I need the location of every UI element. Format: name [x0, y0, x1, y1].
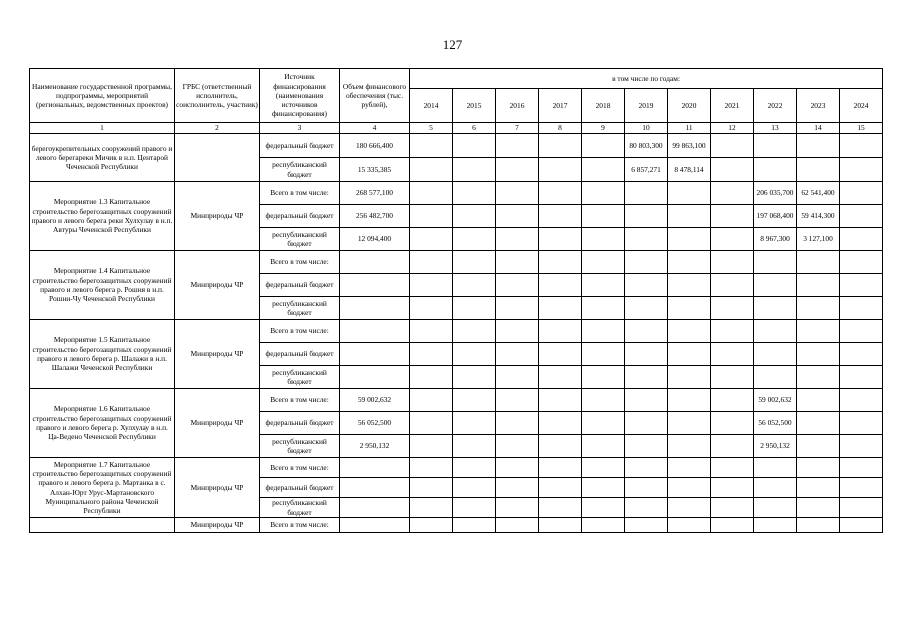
year-value-2019: 80 803,300	[625, 134, 668, 158]
column-number: 11	[668, 123, 711, 134]
year-value-2014	[410, 205, 453, 228]
year-value-2022	[754, 478, 797, 498]
year-value-2017	[539, 498, 582, 518]
year-value-2024	[840, 251, 883, 274]
year-value-2020	[668, 274, 711, 297]
activity-name: Мероприятие 1.4 Капитальное строительство берегозащитных сооружений правого и левого берега р. Рошня в н.п. Рошни-Чу Чеченской Республики	[30, 251, 175, 320]
year-value-2022: 206 035,700	[754, 182, 797, 205]
table-row	[30, 458, 883, 478]
year-value-2021	[711, 518, 754, 533]
table-row	[30, 251, 883, 274]
column-number: 10	[625, 123, 668, 134]
year-value-2015	[453, 158, 496, 182]
column-number: 13	[754, 123, 797, 134]
year-value-2019	[625, 182, 668, 205]
year-value-2024	[840, 274, 883, 297]
year-value-2014	[410, 458, 453, 478]
year-value-2024	[840, 435, 883, 458]
year-value-2016	[496, 205, 539, 228]
grbs-cell: Минприроды ЧР	[175, 251, 260, 320]
year-value-2017	[539, 274, 582, 297]
year-value-2024	[840, 158, 883, 182]
year-value-2017	[539, 412, 582, 435]
year-value-2017	[539, 297, 582, 320]
year-value-2014	[410, 343, 453, 366]
year-value-2015	[453, 412, 496, 435]
header-years-caption: в том числе по годам:	[410, 69, 883, 89]
year-value-2024	[840, 389, 883, 412]
funding-source: Всего в том числе:	[260, 320, 340, 343]
funding-volume	[340, 274, 410, 297]
year-header-2023: 2023	[797, 89, 840, 123]
year-value-2018	[582, 134, 625, 158]
table-row	[30, 518, 883, 533]
activity-name: Мероприятие 1.6 Капитальное строительство берегозащитных сооружений правого и левого берега р. Хулхулау в н.п. Ца-Ведено Чеченской Республики	[30, 389, 175, 458]
year-value-2022	[754, 518, 797, 533]
year-value-2014	[410, 251, 453, 274]
year-value-2015	[453, 498, 496, 518]
year-value-2018	[582, 205, 625, 228]
year-header-2020: 2020	[668, 89, 711, 123]
year-value-2018	[582, 389, 625, 412]
year-value-2015	[453, 343, 496, 366]
year-header-2017: 2017	[539, 89, 582, 123]
year-value-2018	[582, 297, 625, 320]
year-value-2019	[625, 412, 668, 435]
funding-volume: 256 482,700	[340, 205, 410, 228]
year-header-2015: 2015	[453, 89, 496, 123]
funding-source: федеральный бюджет	[260, 205, 340, 228]
year-value-2015	[453, 205, 496, 228]
year-value-2019	[625, 205, 668, 228]
year-value-2015	[453, 251, 496, 274]
year-value-2016	[496, 251, 539, 274]
column-number-row	[30, 123, 883, 134]
year-value-2016	[496, 343, 539, 366]
year-value-2019	[625, 366, 668, 389]
year-value-2022	[754, 274, 797, 297]
funding-source: федеральный бюджет	[260, 412, 340, 435]
year-value-2019	[625, 251, 668, 274]
year-value-2022	[754, 158, 797, 182]
year-value-2021	[711, 228, 754, 251]
year-value-2018	[582, 320, 625, 343]
funding-volume	[340, 518, 410, 533]
funding-source: Всего в том числе:	[260, 389, 340, 412]
year-value-2014	[410, 274, 453, 297]
header-source: Источник финансирования (наименования источников финансирования)	[260, 69, 340, 123]
year-value-2023: 3 127,100	[797, 228, 840, 251]
year-value-2023	[797, 343, 840, 366]
activity-name: берегоукрепительных сооружений правого и левого берегареки Мичик в н.п. Центарой Чеченской Республики	[30, 134, 175, 182]
year-value-2014	[410, 518, 453, 533]
year-value-2019	[625, 478, 668, 498]
grbs-cell: Минприроды ЧР	[175, 389, 260, 458]
activity-name: Мероприятие 1.7 Капитальное строительство берегозащитных сооружений правого и левого берега р. Мартанка в с. Алхан-Юрт Урус-Мартановского Муниципального района Чеченской Республики	[30, 458, 175, 518]
year-value-2020	[668, 498, 711, 518]
funding-source: республиканский бюджет	[260, 366, 340, 389]
year-value-2023	[797, 251, 840, 274]
column-number: 14	[797, 123, 840, 134]
column-number: 12	[711, 123, 754, 134]
year-value-2021	[711, 343, 754, 366]
year-value-2019	[625, 343, 668, 366]
year-value-2023	[797, 274, 840, 297]
year-value-2017	[539, 458, 582, 478]
year-value-2015	[453, 478, 496, 498]
year-value-2023	[797, 389, 840, 412]
year-value-2019	[625, 435, 668, 458]
year-value-2022	[754, 498, 797, 518]
year-value-2015	[453, 297, 496, 320]
year-value-2016	[496, 498, 539, 518]
year-value-2020	[668, 435, 711, 458]
funding-source: федеральный бюджет	[260, 274, 340, 297]
grbs-cell: Минприроды ЧР	[175, 458, 260, 518]
funding-source: республиканский бюджет	[260, 297, 340, 320]
funding-source: Всего в том числе:	[260, 182, 340, 205]
year-value-2015	[453, 435, 496, 458]
year-value-2024	[840, 343, 883, 366]
year-value-2023: 59 414,300	[797, 205, 840, 228]
year-value-2016	[496, 274, 539, 297]
year-value-2016	[496, 458, 539, 478]
year-value-2014	[410, 412, 453, 435]
table-row	[30, 134, 883, 158]
year-value-2014	[410, 158, 453, 182]
year-value-2021	[711, 134, 754, 158]
year-value-2022	[754, 366, 797, 389]
table-row	[30, 389, 883, 412]
year-value-2023	[797, 498, 840, 518]
year-value-2020	[668, 343, 711, 366]
year-value-2024	[840, 205, 883, 228]
year-value-2023	[797, 158, 840, 182]
year-value-2020	[668, 478, 711, 498]
funding-volume: 12 094,400	[340, 228, 410, 251]
year-value-2020	[668, 251, 711, 274]
year-value-2024	[840, 498, 883, 518]
funding-source: республиканский бюджет	[260, 228, 340, 251]
year-value-2017	[539, 435, 582, 458]
year-value-2020	[668, 458, 711, 478]
grbs-cell: Минприроды ЧР	[175, 320, 260, 389]
year-value-2017	[539, 389, 582, 412]
column-number: 9	[582, 123, 625, 134]
year-value-2019	[625, 320, 668, 343]
year-value-2016	[496, 412, 539, 435]
column-number: 2	[175, 123, 260, 134]
year-value-2017	[539, 478, 582, 498]
year-value-2019	[625, 228, 668, 251]
year-value-2022	[754, 134, 797, 158]
year-value-2022	[754, 458, 797, 478]
year-value-2015	[453, 320, 496, 343]
column-number: 3	[260, 123, 340, 134]
year-value-2023	[797, 435, 840, 458]
year-value-2014	[410, 297, 453, 320]
year-value-2018	[582, 435, 625, 458]
header-name: Наименование государственной программы, подпрограммы, мероприятий (региональных, ведомственных проектов)	[30, 69, 175, 123]
year-header-2018: 2018	[582, 89, 625, 123]
year-value-2024	[840, 518, 883, 533]
year-value-2020	[668, 412, 711, 435]
year-value-2016	[496, 320, 539, 343]
year-value-2023	[797, 478, 840, 498]
year-value-2024	[840, 366, 883, 389]
year-value-2020	[668, 297, 711, 320]
grbs-cell	[175, 134, 260, 182]
year-value-2021	[711, 297, 754, 320]
year-value-2015	[453, 274, 496, 297]
year-value-2023	[797, 134, 840, 158]
year-value-2014	[410, 435, 453, 458]
year-value-2015	[453, 389, 496, 412]
year-value-2022: 59 002,632	[754, 389, 797, 412]
column-number: 8	[539, 123, 582, 134]
year-value-2016	[496, 134, 539, 158]
year-value-2020	[668, 366, 711, 389]
year-value-2016	[496, 297, 539, 320]
year-value-2016	[496, 366, 539, 389]
year-value-2016	[496, 435, 539, 458]
year-value-2014	[410, 389, 453, 412]
table-header	[30, 69, 883, 134]
year-value-2020	[668, 205, 711, 228]
funding-volume	[340, 251, 410, 274]
year-value-2016	[496, 182, 539, 205]
year-value-2017	[539, 343, 582, 366]
year-header-2019: 2019	[625, 89, 668, 123]
year-value-2014	[410, 366, 453, 389]
funding-source: республиканский бюджет	[260, 158, 340, 182]
year-value-2015	[453, 228, 496, 251]
year-value-2016	[496, 228, 539, 251]
year-value-2022	[754, 320, 797, 343]
year-value-2023	[797, 297, 840, 320]
year-value-2018	[582, 478, 625, 498]
year-value-2018	[582, 182, 625, 205]
year-value-2014	[410, 498, 453, 518]
column-number: 5	[410, 123, 453, 134]
year-value-2014	[410, 478, 453, 498]
column-number: 6	[453, 123, 496, 134]
funding-volume: 180 666,400	[340, 134, 410, 158]
year-value-2017	[539, 251, 582, 274]
year-value-2022	[754, 251, 797, 274]
year-value-2020	[668, 518, 711, 533]
year-value-2021	[711, 251, 754, 274]
year-value-2020: 99 863,100	[668, 134, 711, 158]
year-value-2018	[582, 274, 625, 297]
year-value-2023: 62 541,400	[797, 182, 840, 205]
year-value-2024	[840, 412, 883, 435]
year-value-2021	[711, 435, 754, 458]
year-value-2021	[711, 498, 754, 518]
funding-volume	[340, 458, 410, 478]
year-value-2018	[582, 158, 625, 182]
year-value-2017	[539, 320, 582, 343]
year-value-2017	[539, 366, 582, 389]
funding-volume	[340, 498, 410, 518]
year-value-2014	[410, 320, 453, 343]
year-value-2016	[496, 518, 539, 533]
year-value-2024	[840, 478, 883, 498]
year-value-2018	[582, 412, 625, 435]
year-value-2020	[668, 389, 711, 412]
year-value-2015	[453, 134, 496, 158]
column-number: 1	[30, 123, 175, 134]
table-row	[30, 182, 883, 205]
year-value-2020	[668, 228, 711, 251]
year-value-2022: 56 052,500	[754, 412, 797, 435]
column-number: 7	[496, 123, 539, 134]
funding-source: Всего в том числе:	[260, 251, 340, 274]
grbs-cell: Минприроды ЧР	[175, 182, 260, 251]
year-value-2024	[840, 458, 883, 478]
header-grbs: ГРБС (ответственный исполнитель, соисполнитель, участник)	[175, 69, 260, 123]
year-value-2019	[625, 498, 668, 518]
funding-source: Всего в том числе:	[260, 458, 340, 478]
year-value-2021	[711, 205, 754, 228]
year-value-2024	[840, 297, 883, 320]
year-value-2019	[625, 274, 668, 297]
year-value-2020	[668, 182, 711, 205]
year-value-2021	[711, 320, 754, 343]
funding-volume	[340, 478, 410, 498]
year-value-2017	[539, 182, 582, 205]
page-number: 127	[442, 37, 463, 52]
funding-volume	[340, 320, 410, 343]
year-value-2016	[496, 158, 539, 182]
year-value-2015	[453, 518, 496, 533]
year-header-2014: 2014	[410, 89, 453, 123]
year-value-2019	[625, 518, 668, 533]
year-value-2021	[711, 158, 754, 182]
activity-name: Мероприятие 1.3 Капитальное строительство берегозащитных сооружений правого и левого берега реки Хулхулау в н.п. Автуры Чеченской Республики	[30, 182, 175, 251]
year-value-2019	[625, 389, 668, 412]
year-value-2014	[410, 182, 453, 205]
year-value-2022	[754, 297, 797, 320]
year-value-2017	[539, 158, 582, 182]
table-row	[30, 320, 883, 343]
year-value-2015	[453, 366, 496, 389]
year-value-2023	[797, 320, 840, 343]
year-value-2015	[453, 458, 496, 478]
activity-name: Мероприятие 1.5 Капитальное строительство берегозащитных сооружений правого и левого берега р. Шалажи в н.п. Шалажи Чеченской Республики	[30, 320, 175, 389]
year-value-2021	[711, 389, 754, 412]
grbs-cell: Минприроды ЧР	[175, 518, 260, 533]
table-body	[30, 134, 883, 533]
funding-volume: 2 950,132	[340, 435, 410, 458]
year-value-2019	[625, 458, 668, 478]
funding-volume: 15 335,385	[340, 158, 410, 182]
year-value-2018	[582, 366, 625, 389]
funding-source: республиканский бюджет	[260, 498, 340, 518]
year-value-2023	[797, 366, 840, 389]
year-value-2021	[711, 366, 754, 389]
year-value-2021	[711, 458, 754, 478]
year-header-2022: 2022	[754, 89, 797, 123]
year-value-2019	[625, 297, 668, 320]
year-value-2022	[754, 343, 797, 366]
year-value-2021	[711, 274, 754, 297]
activity-name	[30, 518, 175, 533]
year-value-2021	[711, 478, 754, 498]
year-value-2015	[453, 182, 496, 205]
year-header-2024: 2024	[840, 89, 883, 123]
header-volume: Объем финансового обеспечения (тыс. рублей),	[340, 69, 410, 123]
year-value-2016	[496, 478, 539, 498]
funding-volume	[340, 343, 410, 366]
funding-source: федеральный бюджет	[260, 478, 340, 498]
year-value-2017	[539, 228, 582, 251]
year-value-2018	[582, 228, 625, 251]
funding-source: республиканский бюджет	[260, 435, 340, 458]
year-value-2022: 8 967,300	[754, 228, 797, 251]
year-header-2016: 2016	[496, 89, 539, 123]
year-value-2018	[582, 518, 625, 533]
financing-table	[29, 68, 883, 533]
funding-source: Всего в том числе:	[260, 518, 340, 533]
year-value-2024	[840, 228, 883, 251]
year-value-2019: 6 857,271	[625, 158, 668, 182]
funding-volume: 56 052,500	[340, 412, 410, 435]
year-value-2017	[539, 134, 582, 158]
funding-source: федеральный бюджет	[260, 343, 340, 366]
year-header-2021: 2021	[711, 89, 754, 123]
year-value-2018	[582, 498, 625, 518]
funding-volume: 59 002,632	[340, 389, 410, 412]
year-value-2016	[496, 389, 539, 412]
year-value-2018	[582, 343, 625, 366]
year-value-2017	[539, 518, 582, 533]
funding-source: федеральный бюджет	[260, 134, 340, 158]
year-value-2024	[840, 320, 883, 343]
year-value-2023	[797, 518, 840, 533]
year-value-2014	[410, 134, 453, 158]
funding-volume	[340, 297, 410, 320]
year-value-2020: 8 478,114	[668, 158, 711, 182]
year-value-2024	[840, 182, 883, 205]
year-value-2023	[797, 458, 840, 478]
year-value-2017	[539, 205, 582, 228]
year-value-2021	[711, 412, 754, 435]
year-value-2014	[410, 228, 453, 251]
column-number: 15	[840, 123, 883, 134]
year-value-2020	[668, 320, 711, 343]
column-number: 4	[340, 123, 410, 134]
year-value-2022: 2 950,132	[754, 435, 797, 458]
year-value-2018	[582, 458, 625, 478]
funding-volume: 268 577,100	[340, 182, 410, 205]
year-value-2024	[840, 134, 883, 158]
year-value-2022: 197 068,400	[754, 205, 797, 228]
year-value-2023	[797, 412, 840, 435]
year-value-2018	[582, 251, 625, 274]
year-value-2021	[711, 182, 754, 205]
funding-volume	[340, 366, 410, 389]
